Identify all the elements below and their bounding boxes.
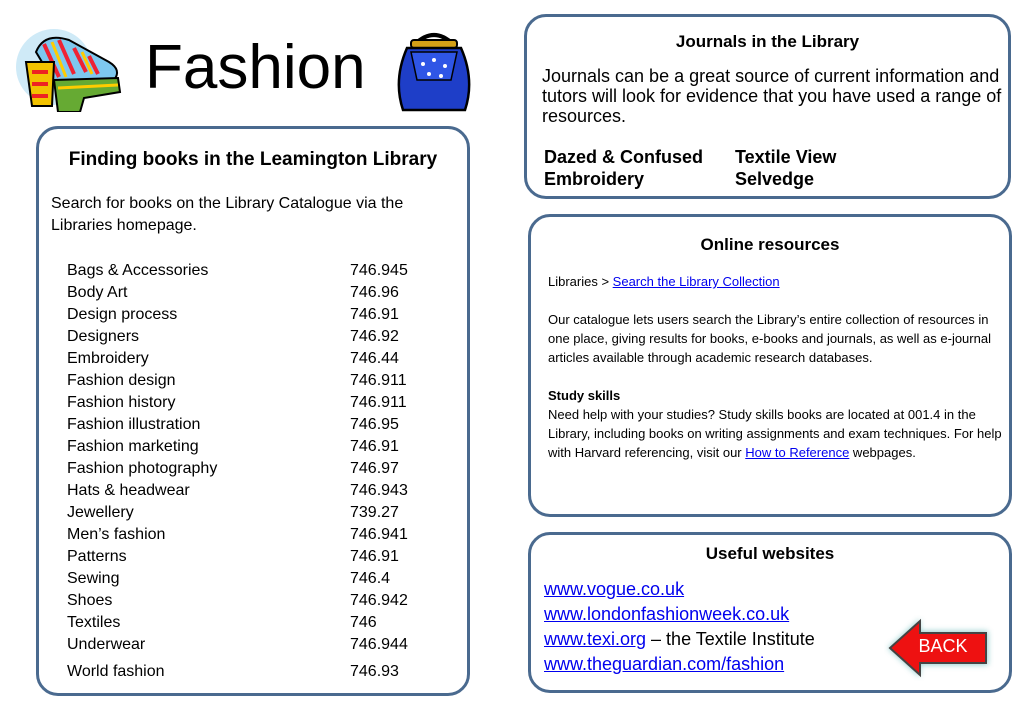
subject-cell: Design process: [67, 306, 178, 323]
classmark-cell: 746.97: [350, 460, 399, 477]
journals-description: Journals can be a great source of current information and tutors will look for evidence that you have used a range of resources.: [542, 66, 1002, 126]
subject-cell: Patterns: [67, 548, 127, 565]
classmark-table: [67, 260, 408, 688]
subject-cell: Underwear: [67, 636, 146, 653]
study-text: Need help with your studies? Study skills books are located at 001.4 in the Library, including books on writing assignments and exam techniques. For help with Harvard referencing, visit our: [548, 407, 1002, 460]
table-row: [67, 370, 408, 392]
table-row: [67, 546, 408, 568]
books-panel: [36, 126, 470, 696]
journal-title: Embroidery: [544, 169, 645, 189]
classmark-cell: 746: [350, 614, 377, 631]
breadcrumb-prefix: Libraries >: [548, 274, 613, 289]
handbag-icon: [393, 30, 475, 114]
table-row: [67, 612, 408, 634]
classmark-cell: 746.4: [350, 570, 391, 587]
subject-cell: Fashion design: [67, 372, 176, 389]
classmark-cell: 746.941: [350, 526, 408, 543]
books-intro: Search for books on the Library Catalogue via the Libraries homepage.: [51, 195, 404, 234]
platform-shoe-icon: [14, 22, 124, 112]
subject-cell: Fashion history: [67, 394, 176, 411]
how-to-reference-link[interactable]: How to Reference: [745, 445, 850, 460]
table-row: [67, 304, 408, 326]
classmark-cell: 746.95: [350, 416, 399, 433]
page-title: Fashion: [145, 33, 366, 102]
website-links: [544, 577, 815, 677]
subject-cell: World fashion: [67, 663, 165, 680]
vogue-link[interactable]: www.vogue.co.uk: [544, 579, 685, 599]
guardian-fashion-link[interactable]: www.theguardian.com/fashion: [544, 654, 785, 674]
classmark-cell: 746.911: [350, 372, 407, 389]
table-row: [67, 656, 408, 688]
texi-link[interactable]: www.texi.org: [544, 629, 647, 649]
classmark-cell: 746.911: [350, 394, 407, 411]
subject-cell: Designers: [67, 328, 140, 345]
classmark-cell: 746.944: [350, 636, 408, 653]
classmark-cell: 746.945: [350, 262, 408, 279]
classmark-cell: 746.91: [350, 306, 399, 323]
table-row: [67, 590, 408, 612]
breadcrumb: [548, 272, 1003, 291]
journal-title: Dazed & Confused: [544, 147, 704, 167]
table-row: [67, 392, 408, 414]
table-row: [67, 480, 408, 502]
classmark-cell: 746.91: [350, 548, 399, 565]
subject-cell: Bags & Accessories: [67, 262, 209, 279]
books-heading: Finding books in the Leamington Library: [68, 149, 438, 170]
journals-panel: [524, 14, 1011, 199]
table-row: [67, 634, 408, 656]
london-fashion-week-link[interactable]: www.londonfashionweek.co.uk: [544, 604, 790, 624]
table-row: [67, 436, 408, 458]
journals-heading: Journals in the Library: [675, 32, 860, 51]
subject-cell: Men’s fashion: [67, 526, 166, 543]
journal-title: Textile View: [735, 147, 837, 167]
classmark-cell: 746.96: [350, 284, 399, 301]
table-row: [67, 568, 408, 590]
table-row: [67, 326, 408, 348]
study-skills-heading: Study skills: [548, 388, 621, 403]
classmark-cell: 746.92: [350, 328, 399, 345]
study-suffix: webpages.: [849, 445, 916, 460]
website-item: [544, 602, 815, 627]
subject-cell: Textiles: [67, 614, 121, 631]
table-row: [67, 524, 408, 546]
study-skills-text: [548, 405, 1003, 462]
subject-cell: Fashion marketing: [67, 438, 199, 455]
link-suffix: – the Textile Institute: [646, 629, 815, 649]
table-row: [67, 414, 408, 436]
table-row: [67, 502, 408, 524]
website-item: [544, 577, 815, 602]
classmark-cell: 739.27: [350, 504, 399, 521]
classmark-cell: 746.93: [350, 663, 399, 680]
online-heading: Online resources: [700, 235, 840, 254]
subject-cell: Hats & headwear: [67, 482, 190, 499]
table-row: [67, 260, 408, 282]
subject-cell: Shoes: [67, 592, 113, 609]
classmark-cell: 746.942: [350, 592, 408, 609]
online-body: [548, 272, 1003, 462]
journal-titles: [542, 145, 838, 191]
classmark-cell: 746.943: [350, 482, 408, 499]
subject-cell: Embroidery: [67, 350, 149, 367]
subject-cell: Fashion photography: [67, 460, 218, 477]
websites-heading: Useful websites: [705, 544, 835, 563]
subject-cell: Jewellery: [67, 504, 134, 521]
classmark-cell: 746.44: [350, 350, 399, 367]
classmark-cell: 746.91: [350, 438, 399, 455]
table-row: [67, 282, 408, 304]
table-row: [67, 458, 408, 480]
website-item: [544, 652, 815, 677]
catalogue-text: Our catalogue lets users search the Library’s entire collection of resources in one place, giving results for books, e-books and journals, as well as e-journal articles available through academic research databases.: [548, 312, 991, 365]
online-resources-panel: [528, 214, 1012, 517]
journal-title: Selvedge: [735, 169, 815, 189]
back-label: BACK: [918, 636, 968, 656]
website-item: [544, 627, 815, 652]
table-row: [67, 348, 408, 370]
subject-cell: Fashion illustration: [67, 416, 201, 433]
subject-cell: Body Art: [67, 284, 128, 301]
search-collection-link[interactable]: Search the Library Collection: [612, 274, 780, 289]
subject-cell: Sewing: [67, 570, 120, 587]
back-button[interactable]: [884, 615, 994, 681]
